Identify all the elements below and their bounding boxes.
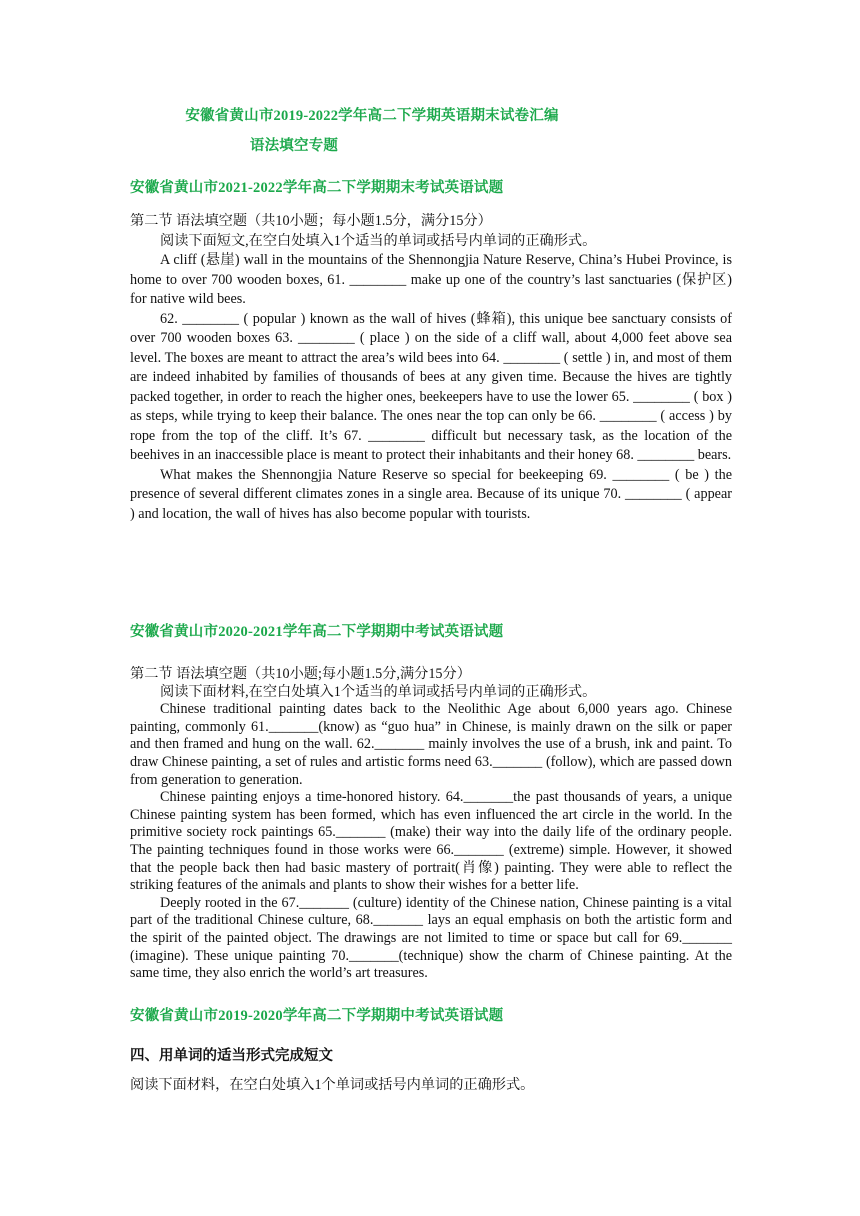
section2-body [130,666,732,983]
section3-part-title: 四、用单词的适当形式完成短文 [130,1048,333,1064]
section2-paragraph: Chinese painting enjoys a time-honored history. 64._______the past thousands of years, a unique Chinese painting system has been formed, which has even influenced the art circle in the world. In the primitive society rock paintings 65._______ (make) their way into the daily life of the ordinary people. The painting techniques found in those works were 66._______ (extreme) simple. However, it showed that the people back then had basic mastery of portrait(肖像) painting. They were able to reflect the striking features of the animals and plants to show their wishes for a better life. [130,789,732,894]
section1-paragraph: A cliff (悬崖) wall in the mountains of the Shennongjia Nature Reserve, China’s Hubei Province, is home to over 700 wooden boxes, 61. ________ make up one of the country’s last sanctuaries (保护区) for native wild bees. [130,252,732,307]
section2-part-line: 第二节 语法填空题（共10小题;每小题1.5分,满分15分） [130,666,471,682]
section1-paragraph: 62. ________ ( popular ) known as the wall of hives (蜂箱), this unique bee sanctuary consists of over 700 wooden boxes 63. ________ ( place ) on the side of a cliff wall, about 4,000 feet above sea level. The boxes are meant to attract the area’s wild bees into 64. ________ ( settle ) in, and most of them are indeed inhabited by families of thousands of bees at any given time. Because the hives are tightly packed together, in order to reach the higher ones, beekeepers have to use the lower 65. ________ ( box ) as steps, while trying to keep their balance. The ones near the top can only be 66. ________ ( access ) by rope from the top of the cliff. It’s 67. ________ difficult but necessary task, as the location of the beehives in an inaccessible place is meant to protect their inhabitants and their honey 68. ________ bears. [130,310,732,463]
section1-body [130,212,732,524]
section3-heading: 安徽省黄山市2019-2020学年高二下学期期中考试英语试题 [130,1008,504,1024]
section2-paragraph: Chinese traditional painting dates back to the Neolithic Age about 6,000 years ago. Chinese painting, commonly 61._______(know) as “guo hua” in Chinese, is mainly drawn on the silk or paper and then framed and hung on the wall. 62._______ mainly involves the use of a brush, ink and paint. To draw Chinese painting, a set of rules and artistic forms need 63._______ (follow), which are passed down from generation to generation. [130,701,732,788]
section1-heading: 安徽省黄山市2021-2022学年高二下学期期末考试英语试题 [130,180,504,196]
section2-heading: 安徽省黄山市2020-2021学年高二下学期期中考试英语试题 [130,624,504,640]
section1-instruction: 阅读下面短文,在空白处填入1个适当的单词或括号内单词的正确形式。 [160,232,597,249]
section1-part-line: 第二节 语法填空题（共10小题；每小题1.5分，满分15分） [130,213,492,229]
section3-instruction: 阅读下面材料，在空白处填入1个单词或括号内单词的正确形式。 [130,1077,535,1093]
section2-paragraph: Deeply rooted in the 67._______ (culture) identity of the Chinese nation, Chinese painting is a vital part of the traditional Chinese culture, 68._______ lays an equal emphasis on both the artistic form and the spirit of the painted object. The drawings are not limited to time or space but call for 69._______ (imagine). These unique painting 70._______(technique) show the charm of Chinese painting. At the same time, they also enrich the world’s art treasures. [130,894,732,982]
section1-paragraph: What makes the Shennongjia Nature Reserve so special for beekeeping 69. ________ ( be ) the presence of several different climates zones in a single area. Because of its unique 70. ________ ( appear ) and location, the wall of hives has also become popular with tourists. [130,466,732,522]
document-title: 安徽省黄山市2019-2022学年高二下学期英语期末试卷汇编 [185,108,559,124]
section2-instruction: 阅读下面材料,在空白处填入1个适当的单词或括号内单词的正确形式。 [160,683,597,700]
document-subtitle: 语法填空专题 [249,138,339,154]
